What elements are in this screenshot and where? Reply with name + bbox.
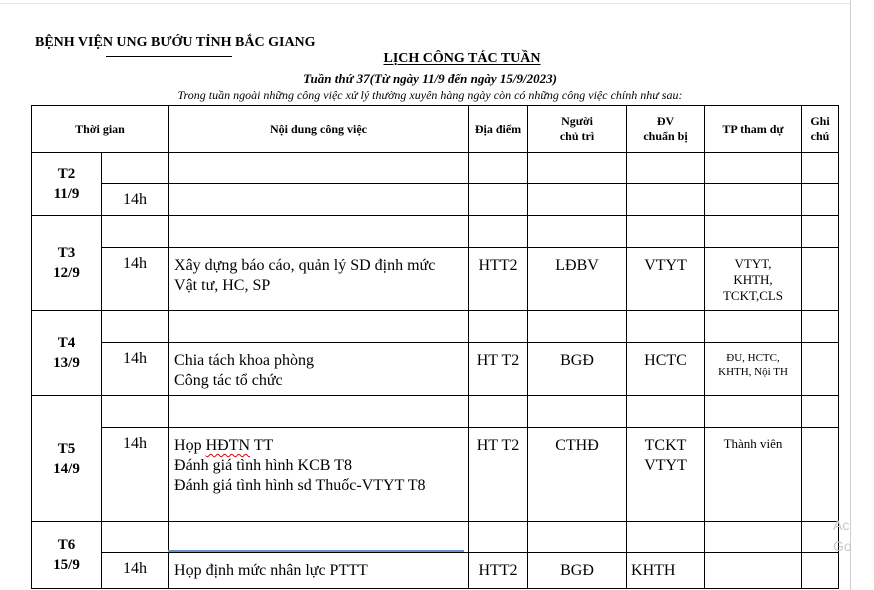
table-row (32, 248, 839, 311)
time-cell: 14h (102, 428, 169, 522)
time-cell: 14h (102, 553, 169, 589)
participants-cell: VTYT, KHTH, TCKT,CLS (705, 248, 802, 311)
schedule-table (31, 105, 839, 589)
organization-name: BỆNH VIỆN UNG BƯỚU TỈNH BẮC GIANG (35, 35, 316, 50)
participants-cell: ĐU, HCTC, KHTH, Nội TH (705, 343, 802, 396)
page-top-edge (0, 3, 851, 4)
table-row (32, 311, 839, 343)
table-row (32, 396, 839, 428)
col-location-header: Địa điểm (469, 106, 528, 153)
participants-cell: Thành viên (705, 428, 802, 522)
table-row (32, 184, 839, 216)
col-chair-header: Người chủ trì (528, 106, 627, 153)
day-cell-t2: T2 11/9 (32, 153, 102, 216)
chair-cell: BGĐ (528, 553, 627, 589)
location-cell: HTT2 (469, 248, 528, 311)
day-cell-t5: T5 14/9 (32, 396, 102, 522)
table-row (32, 153, 839, 184)
time-cell: 14h (102, 184, 169, 216)
col-participants-header: TP tham dự (705, 106, 802, 153)
intro-text: Trong tuần ngoài những công việc xử lý thường xuyên hàng ngày còn có những công việc chính như sau: (177, 88, 683, 102)
prep-cell: TCKT VTYT (627, 428, 705, 522)
header-row (32, 106, 839, 153)
prep-cell: VTYT (627, 248, 705, 311)
prep-cell: HCTC (627, 343, 705, 396)
col-note-header: Ghi chú (802, 106, 839, 153)
activation-watermark: Ac Go (833, 517, 852, 554)
chair-cell: CTHĐ (528, 428, 627, 522)
col-time-header: Thời gian (32, 106, 169, 153)
day-cell-t6: T6 15/9 (32, 522, 102, 589)
location-cell: HT T2 (469, 428, 528, 522)
document-title: LỊCH CÔNG TÁC TUẦN (383, 51, 541, 66)
day-cell-t3: T3 12/9 (32, 216, 102, 311)
content-cell: Xây dựng báo cáo, quản lý SD định mức Vật tư, HC, SP (169, 248, 469, 311)
time-cell: 14h (102, 343, 169, 396)
table-row (32, 216, 839, 248)
table-row (32, 522, 839, 553)
text-selection-line (168, 550, 464, 552)
week-subtitle: Tuần thứ 37(Từ ngày 11/9 đến ngày 15/9/2023) (303, 71, 557, 86)
chair-cell: LĐBV (528, 248, 627, 311)
location-cell: HT T2 (469, 343, 528, 396)
table-row (32, 343, 839, 396)
spellcheck-marked-word: HĐTN (205, 437, 251, 454)
prep-cell: KHTH (627, 553, 705, 589)
col-content-header: Nội dung công việc (169, 106, 469, 153)
content-cell: Chia tách khoa phòng Công tác tổ chức (169, 343, 469, 396)
location-cell: HTT2 (469, 553, 528, 589)
table-row (32, 428, 839, 522)
table-row (32, 553, 839, 589)
content-cell: Họp HĐTN TT Đánh giá tình hình KCB T8 Đánh giá tình hình sd Thuốc-VTYT T8 (169, 428, 469, 522)
day-cell-t4: T4 13/9 (32, 311, 102, 396)
content-cell: Họp định mức nhân lực PTTT (169, 553, 469, 589)
chair-cell: BGĐ (528, 343, 627, 396)
time-cell: 14h (102, 248, 169, 311)
col-prep-header: ĐV chuẩn bị (627, 106, 705, 153)
